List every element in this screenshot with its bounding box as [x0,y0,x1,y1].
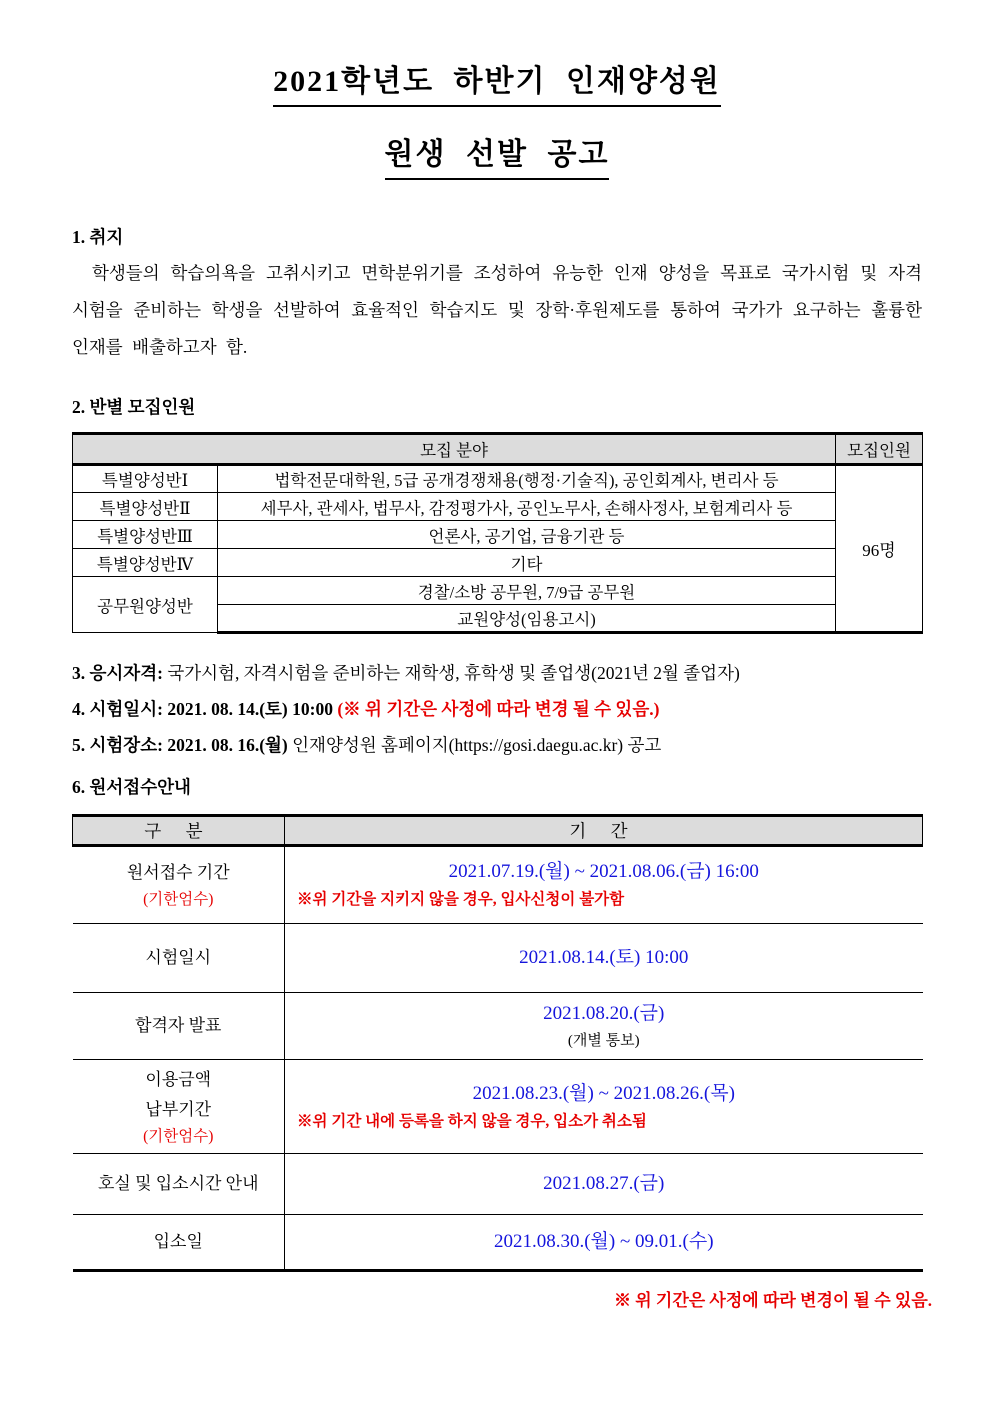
item-exam-place [72,732,922,759]
period-cell [285,1060,923,1154]
period-cell [285,1215,923,1271]
table-row [73,577,923,605]
schedule-table [72,814,923,1272]
recruit-field-header: 모집 분야 [73,434,836,465]
period-date: 2021.08.20.(금) [543,1003,665,1024]
period-date: 2021.08.27.(금) [543,1173,665,1194]
table-row-move-in-date [73,1215,923,1271]
class-name-cell: 특별양성반Ⅲ [73,521,218,549]
exam-datetime-note: (※ 위 기간은 사정에 따라 변경 될 수 있음.) [337,699,660,719]
category-cell: 합격자 발표 [73,993,285,1060]
category-label: 이용금액 [145,1069,212,1089]
table-row [73,521,923,549]
item-exam-datetime [72,696,922,723]
period-cell [285,993,923,1060]
class-name-cell: 특별양성반Ⅱ [73,493,218,521]
field-cell: 법학전문대학원, 5급 공개경쟁채용(행정·기술직), 공인회계사, 변리사 등 [218,465,836,493]
eligibility-text: 국가시험, 자격시험을 준비하는 재학생, 휴학생 및 졸업생(2021년 2월 졸업자) [162,663,740,683]
field-cell: 기타 [218,549,836,577]
period-cell [285,846,923,924]
class-name-cell: 특별양성반Ⅳ [73,549,218,577]
deadline-strict-label: (기한엄수) [143,1127,214,1145]
recruit-total-cell: 96명 [836,465,923,633]
table-row [73,465,923,493]
field-cell: 경찰/소방 공무원, 7/9급 공무원 [218,577,836,605]
period-date: 2021.07.19.(월) ~ 2021.08.06.(금) 16:00 [448,861,759,882]
table-row-room-guide [73,1154,923,1215]
field-cell: 교원양성(임용고시) [218,605,836,633]
change-disclaimer: ※ 위 기간은 사정에 따라 변경이 될 수 있음. [613,1291,932,1310]
class-name-cell: 공무원양성반 [73,577,218,633]
period-cell [285,924,923,993]
category-cell: 시험일시 [73,924,285,993]
section-application-heading: 6. 원서접수안내 [72,777,191,797]
field-cell: 세무사, 관세사, 법무사, 감정평가사, 공인노무사, 손해사정사, 보험계리사 등 [218,493,836,521]
table-row [73,493,923,521]
period-date: 2021.08.14.(토) 10:00 [519,947,689,968]
table-row-application-period [73,846,923,924]
field-cell: 언론사, 공기업, 금융기관 등 [218,521,836,549]
table-row-exam-datetime [73,924,923,993]
table-row-payment-period [73,1060,923,1154]
schedule-header-row [73,816,923,846]
category-cell [73,846,285,924]
title-line-2: 원생 선발 공고 [72,129,922,180]
section-recruit-heading: 2. 반별 모집인원 [72,397,196,417]
class-name-cell: 특별양성반Ⅰ [73,465,218,493]
category-label-2: 납부기간 [145,1099,212,1119]
recruit-table [72,432,923,634]
table-row-pass-announcement [73,993,923,1060]
purpose-paragraph: 학생들의 학습의욕을 고취시키고 면학분위기를 조성하여 유능한 인재 양성을 목표로 국가시험 및 자격시험을 준비하는 학생을 선발하여 효율적인 학습지도 및 장학·후원제도를 통하여 국가가 요구하는 훌륭한 인재를 배출하고자 함. [72,263,922,357]
category-cell [73,1060,285,1154]
individual-notice-label: (개별 통보) [567,1033,640,1049]
schedule-period-header: 기 간 [285,816,923,846]
title-line-1: 2021학년도 하반기 인재양성원 [72,56,922,107]
category-cell: 호실 및 입소시간 안내 [73,1154,285,1215]
category-label: 원서접수 기간 [126,863,230,882]
document-title [72,56,922,180]
period-warning: ※위 기간을 지키지 않을 경우, 입사신청이 불가함 [297,891,625,908]
recruit-header-row [73,434,923,465]
eligibility-label: 3. 응시자격: [72,663,163,683]
category-cell: 입소일 [73,1215,285,1271]
section-purpose-heading: 1. 취지 [72,227,124,247]
table-row [73,549,923,577]
exam-datetime-label: 4. 시험일시: 2021. 08. 14.(토) 10:00 [72,699,338,719]
period-date: 2021.08.23.(월) ~ 2021.08.26.(목) [472,1082,735,1104]
schedule-category-header: 구 분 [73,816,285,846]
period-warning: ※위 기간 내에 등록을 하지 않을 경우, 입소가 취소됨 [297,1112,647,1130]
item-eligibility [72,660,922,687]
recruit-count-header: 모집인원 [836,434,923,465]
period-date: 2021.08.30.(월) ~ 09.01.(수) [493,1231,714,1252]
exam-place-label: 5. 시험장소: 2021. 08. 16.(월) [72,735,288,755]
exam-place-text: 인재양성원 홈페이지(https://gosi.daegu.ac.kr) 공고 [287,735,662,755]
period-cell [285,1154,923,1215]
deadline-strict-label: (기한엄수) [143,891,214,908]
